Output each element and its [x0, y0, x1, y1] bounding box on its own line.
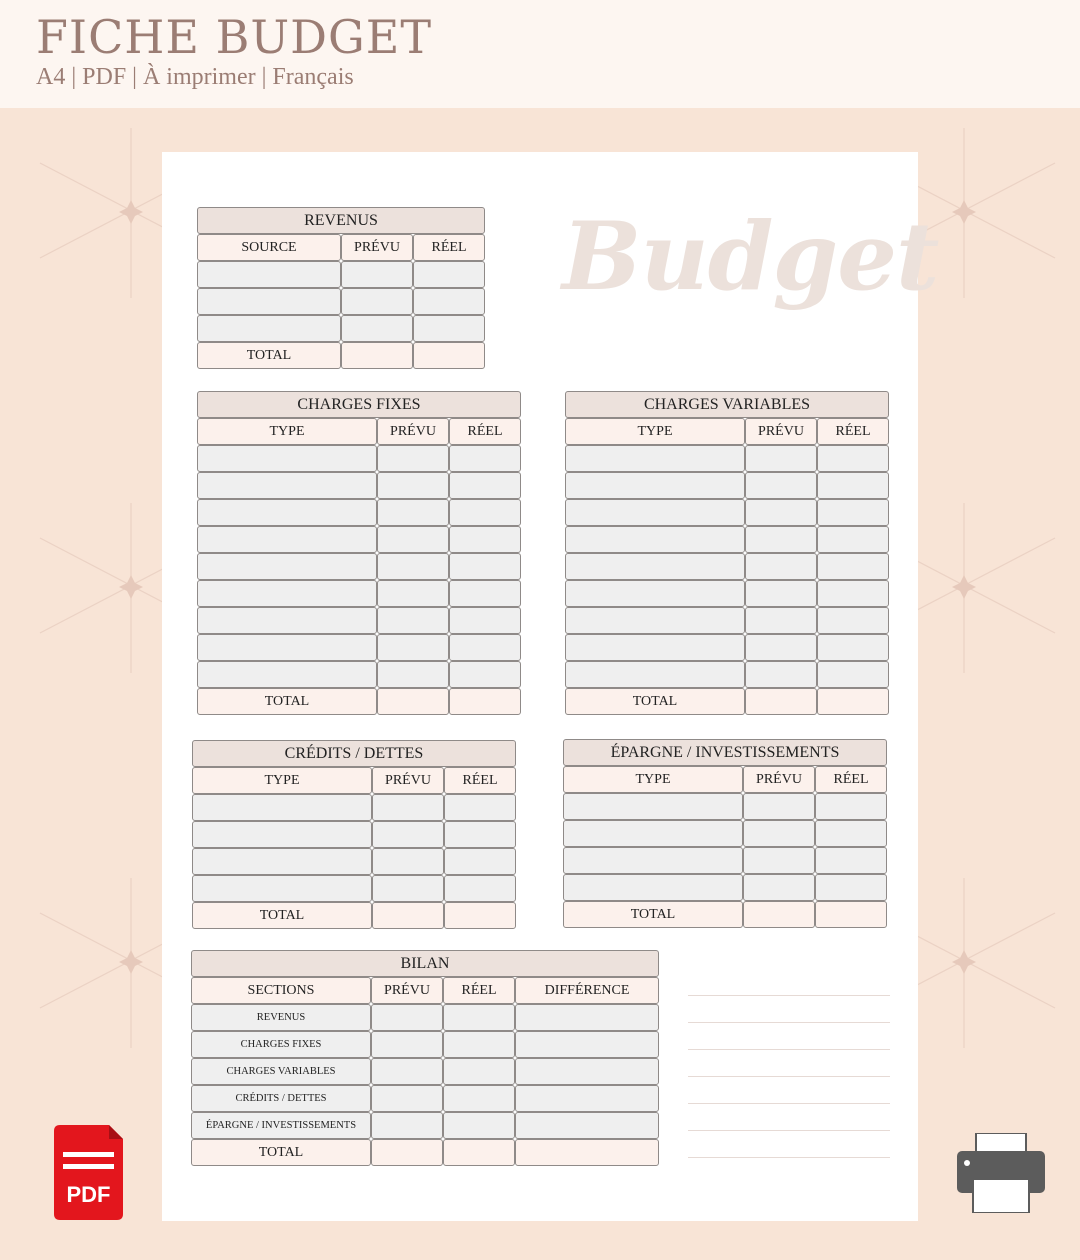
bilan-prevu-cell[interactable]: [371, 1004, 443, 1031]
charges-variables-prevu-cell[interactable]: [745, 634, 817, 661]
table-row: [565, 499, 889, 526]
credits-prevu-cell[interactable]: [372, 848, 444, 875]
epargne-prevu-cell[interactable]: [743, 820, 815, 847]
charges-variables-reel-cell[interactable]: [817, 472, 889, 499]
charges-variables-title: CHARGES VARIABLES: [565, 391, 889, 418]
charges-variables-prevu-cell[interactable]: [745, 580, 817, 607]
epargne-prevu-cell[interactable]: [743, 847, 815, 874]
credits-type-cell[interactable]: [192, 848, 372, 875]
charges-variables-reel-cell[interactable]: [817, 445, 889, 472]
printer-icon: [955, 1133, 1047, 1213]
charges-variables-prevu-cell[interactable]: [745, 553, 817, 580]
charges-fixes-type-cell[interactable]: [197, 445, 377, 472]
charges-variables-total-label: TOTAL: [565, 688, 745, 715]
table-row: [563, 793, 887, 820]
table-row: [191, 1004, 659, 1031]
bilan-difference-cell[interactable]: [515, 1004, 659, 1031]
table-row: [197, 607, 521, 634]
revenus-col-prevu: PRÉVU: [341, 234, 413, 261]
revenus-source-cell[interactable]: [197, 315, 341, 342]
notes-line: [688, 1076, 890, 1077]
table-row: [563, 874, 887, 901]
bilan-prevu-cell[interactable]: [371, 1085, 443, 1112]
table-row: [197, 445, 521, 472]
notes-line: [688, 1049, 890, 1050]
charges-variables-reel-cell[interactable]: [817, 661, 889, 688]
table-row: [197, 499, 521, 526]
charges-fixes-type-cell[interactable]: [197, 580, 377, 607]
charges-fixes-type-cell[interactable]: [197, 634, 377, 661]
charges-fixes-prevu-cell[interactable]: [377, 634, 449, 661]
bilan-difference-cell[interactable]: [515, 1112, 659, 1139]
revenus-source-cell[interactable]: [197, 261, 341, 288]
epargne-col-reel: RÉEL: [815, 766, 887, 793]
bilan-row-label: CRÉDITS / DETTES: [191, 1085, 371, 1112]
charges-variables-prevu-cell[interactable]: [745, 526, 817, 553]
charges-variables-reel-cell[interactable]: [817, 634, 889, 661]
revenus-col-reel: RÉEL: [413, 234, 485, 261]
charges-variables-col-reel: RÉEL: [817, 418, 889, 445]
charges-fixes-reel-cell[interactable]: [449, 607, 521, 634]
table-row: [197, 261, 485, 288]
charges-fixes-col-type: TYPE: [197, 418, 377, 445]
charges-fixes-reel-cell[interactable]: [449, 445, 521, 472]
table-row: [192, 794, 516, 821]
bilan-prevu-cell[interactable]: [371, 1031, 443, 1058]
table-row: [191, 1031, 659, 1058]
bilan-table: [191, 950, 659, 1166]
bilan-reel-cell[interactable]: [443, 1004, 515, 1031]
epargne-reel-cell[interactable]: [815, 793, 887, 820]
charges-fixes-reel-cell[interactable]: [449, 499, 521, 526]
table-row: [197, 661, 521, 688]
table-row: [565, 580, 889, 607]
epargne-type-cell[interactable]: [563, 847, 743, 874]
charges-fixes-prevu-cell[interactable]: [377, 607, 449, 634]
pdf-icon: [54, 1125, 123, 1220]
table-row: [565, 661, 889, 688]
charges-fixes-type-cell[interactable]: [197, 607, 377, 634]
bilan-col-sections: SECTIONS: [191, 977, 371, 1004]
credits-type-cell[interactable]: [192, 875, 372, 902]
bilan-row-label: CHARGES VARIABLES: [191, 1058, 371, 1085]
table-row: [191, 1058, 659, 1085]
charges-fixes-prevu-cell[interactable]: [377, 526, 449, 553]
notes-line: [688, 1130, 890, 1131]
charges-fixes-title: CHARGES FIXES: [197, 391, 521, 418]
page-subtitle: A4 | PDF | À imprimer | Français: [36, 64, 354, 90]
charges-fixes-total-label: TOTAL: [197, 688, 377, 715]
charges-fixes-total-reel[interactable]: [449, 688, 521, 715]
charges-variables-type-cell[interactable]: [565, 526, 745, 553]
charges-fixes-prevu-cell[interactable]: [377, 553, 449, 580]
charges-variables-reel-cell[interactable]: [817, 553, 889, 580]
charges-variables-total-reel[interactable]: [817, 688, 889, 715]
revenus-source-cell[interactable]: [197, 288, 341, 315]
epargne-type-cell[interactable]: [563, 874, 743, 901]
charges-variables-total-prevu[interactable]: [745, 688, 817, 715]
charges-fixes-type-cell[interactable]: [197, 553, 377, 580]
epargne-reel-cell[interactable]: [815, 874, 887, 901]
table-row: [191, 1085, 659, 1112]
bilan-difference-cell[interactable]: [515, 1031, 659, 1058]
charges-fixes-type-cell[interactable]: [197, 661, 377, 688]
bilan-difference-cell[interactable]: [515, 1085, 659, 1112]
table-row: [197, 634, 521, 661]
notes-line: [688, 1103, 890, 1104]
charges-variables-type-cell[interactable]: [565, 472, 745, 499]
charges-fixes-reel-cell[interactable]: [449, 472, 521, 499]
charges-fixes-col-prevu: PRÉVU: [377, 418, 449, 445]
credits-col-type: TYPE: [192, 767, 372, 794]
charges-fixes-prevu-cell[interactable]: [377, 499, 449, 526]
charges-fixes-reel-cell[interactable]: [449, 526, 521, 553]
table-row: [565, 634, 889, 661]
charges-fixes-prevu-cell[interactable]: [377, 661, 449, 688]
charges-fixes-reel-cell[interactable]: [449, 661, 521, 688]
charges-variables-type-cell[interactable]: [565, 553, 745, 580]
revenus-reel-cell[interactable]: [413, 261, 485, 288]
charges-variables-prevu-cell[interactable]: [745, 499, 817, 526]
bilan-prevu-cell[interactable]: [371, 1112, 443, 1139]
budget-sheet: [162, 152, 939, 1221]
revenus-prevu-cell[interactable]: [341, 261, 413, 288]
charges-variables-prevu-cell[interactable]: [745, 661, 817, 688]
credits-total-reel[interactable]: [444, 902, 516, 929]
charges-fixes-reel-cell[interactable]: [449, 580, 521, 607]
table-row: [191, 1112, 659, 1139]
charges-fixes-type-cell[interactable]: [197, 472, 377, 499]
bilan-reel-cell[interactable]: [443, 1112, 515, 1139]
charges-fixes-reel-cell[interactable]: [449, 634, 521, 661]
credits-type-cell[interactable]: [192, 794, 372, 821]
table-row: [192, 821, 516, 848]
revenus-prevu-cell[interactable]: [341, 315, 413, 342]
bilan-difference-cell[interactable]: [515, 1058, 659, 1085]
revenus-prevu-cell[interactable]: [341, 288, 413, 315]
charges-variables-reel-cell[interactable]: [817, 580, 889, 607]
epargne-investissements-table: [563, 739, 887, 928]
table-row: [565, 445, 889, 472]
charges-fixes-type-cell[interactable]: [197, 526, 377, 553]
charges-fixes-reel-cell[interactable]: [449, 553, 521, 580]
charges-variables-type-cell[interactable]: [565, 634, 745, 661]
epargne-col-type: TYPE: [563, 766, 743, 793]
charges-fixes-col-reel: RÉEL: [449, 418, 521, 445]
bilan-row-label: CHARGES FIXES: [191, 1031, 371, 1058]
credits-total-label: TOTAL: [192, 902, 372, 929]
notes-line: [688, 995, 890, 996]
revenus-reel-cell[interactable]: [413, 315, 485, 342]
charges-variables-reel-cell[interactable]: [817, 499, 889, 526]
revenus-table: [197, 207, 485, 369]
charges-variables-type-cell[interactable]: [565, 445, 745, 472]
table-row: [197, 472, 521, 499]
charges-fixes-prevu-cell[interactable]: [377, 445, 449, 472]
credits-prevu-cell[interactable]: [372, 821, 444, 848]
revenus-total-reel[interactable]: [413, 342, 485, 369]
charges-fixes-total-prevu[interactable]: [377, 688, 449, 715]
revenus-total-prevu[interactable]: [341, 342, 413, 369]
bilan-reel-cell[interactable]: [443, 1031, 515, 1058]
revenus-title: REVENUS: [197, 207, 485, 234]
bilan-total-prevu[interactable]: [371, 1139, 443, 1166]
table-row: [563, 847, 887, 874]
bilan-total-label: TOTAL: [191, 1139, 371, 1166]
header-band: [0, 0, 1080, 108]
charges-variables-type-cell[interactable]: [565, 580, 745, 607]
bilan-col-difference: DIFFÉRENCE: [515, 977, 659, 1004]
credits-prevu-cell[interactable]: [372, 875, 444, 902]
charges-variables-reel-cell[interactable]: [817, 607, 889, 634]
budget-script-title: Budget: [562, 202, 939, 312]
bilan-row-label: REVENUS: [191, 1004, 371, 1031]
bilan-total-difference[interactable]: [515, 1139, 659, 1166]
bilan-col-prevu: PRÉVU: [371, 977, 443, 1004]
bilan-reel-cell[interactable]: [443, 1085, 515, 1112]
epargne-total-reel[interactable]: [815, 901, 887, 928]
epargne-total-prevu[interactable]: [743, 901, 815, 928]
credits-total-prevu[interactable]: [372, 902, 444, 929]
page-title: FICHE BUDGET: [36, 10, 433, 64]
pdf-label: PDF: [66, 1182, 111, 1207]
bilan-row-label: ÉPARGNE / INVESTISSEMENTS: [191, 1112, 371, 1139]
credits-reel-cell[interactable]: [444, 821, 516, 848]
table-row: [197, 526, 521, 553]
credits-dettes-title: CRÉDITS / DETTES: [192, 740, 516, 767]
credits-col-prevu: PRÉVU: [372, 767, 444, 794]
notes-line: [688, 1022, 890, 1023]
epargne-type-cell[interactable]: [563, 793, 743, 820]
revenus-reel-cell[interactable]: [413, 288, 485, 315]
charges-variables-prevu-cell[interactable]: [745, 472, 817, 499]
table-row: [197, 580, 521, 607]
charges-variables-prevu-cell[interactable]: [745, 445, 817, 472]
bilan-col-reel: RÉEL: [443, 977, 515, 1004]
epargne-reel-cell[interactable]: [815, 820, 887, 847]
table-row: [565, 553, 889, 580]
table-row: [565, 607, 889, 634]
epargne-reel-cell[interactable]: [815, 847, 887, 874]
epargne-type-cell[interactable]: [563, 820, 743, 847]
bilan-total-reel[interactable]: [443, 1139, 515, 1166]
charges-variables-table: [565, 391, 889, 715]
charges-variables-type-cell[interactable]: [565, 607, 745, 634]
credits-reel-cell[interactable]: [444, 794, 516, 821]
epargne-prevu-cell[interactable]: [743, 793, 815, 820]
table-row: [565, 472, 889, 499]
bilan-prevu-cell[interactable]: [371, 1058, 443, 1085]
revenus-col-source: SOURCE: [197, 234, 341, 261]
credits-type-cell[interactable]: [192, 821, 372, 848]
table-row: [565, 526, 889, 553]
charges-fixes-prevu-cell[interactable]: [377, 580, 449, 607]
table-row: [197, 288, 485, 315]
charges-variables-reel-cell[interactable]: [817, 526, 889, 553]
charges-variables-col-prevu: PRÉVU: [745, 418, 817, 445]
notes-line: [688, 1157, 890, 1158]
charges-variables-type-cell[interactable]: [565, 499, 745, 526]
table-row: [563, 820, 887, 847]
credits-dettes-table: [192, 740, 516, 929]
table-row: [192, 848, 516, 875]
epargne-title: ÉPARGNE / INVESTISSEMENTS: [563, 739, 887, 766]
table-row: [197, 315, 485, 342]
bilan-reel-cell[interactable]: [443, 1058, 515, 1085]
epargne-col-prevu: PRÉVU: [743, 766, 815, 793]
revenus-total-label: TOTAL: [197, 342, 341, 369]
credits-col-reel: RÉEL: [444, 767, 516, 794]
table-row: [197, 553, 521, 580]
epargne-total-label: TOTAL: [563, 901, 743, 928]
charges-fixes-table: [197, 391, 521, 715]
charges-fixes-prevu-cell[interactable]: [377, 472, 449, 499]
epargne-prevu-cell[interactable]: [743, 874, 815, 901]
credits-prevu-cell[interactable]: [372, 794, 444, 821]
charges-variables-prevu-cell[interactable]: [745, 607, 817, 634]
charges-fixes-type-cell[interactable]: [197, 499, 377, 526]
bilan-title: BILAN: [191, 950, 659, 977]
credits-reel-cell[interactable]: [444, 848, 516, 875]
charges-variables-col-type: TYPE: [565, 418, 745, 445]
credits-reel-cell[interactable]: [444, 875, 516, 902]
charges-variables-type-cell[interactable]: [565, 661, 745, 688]
table-row: [192, 875, 516, 902]
